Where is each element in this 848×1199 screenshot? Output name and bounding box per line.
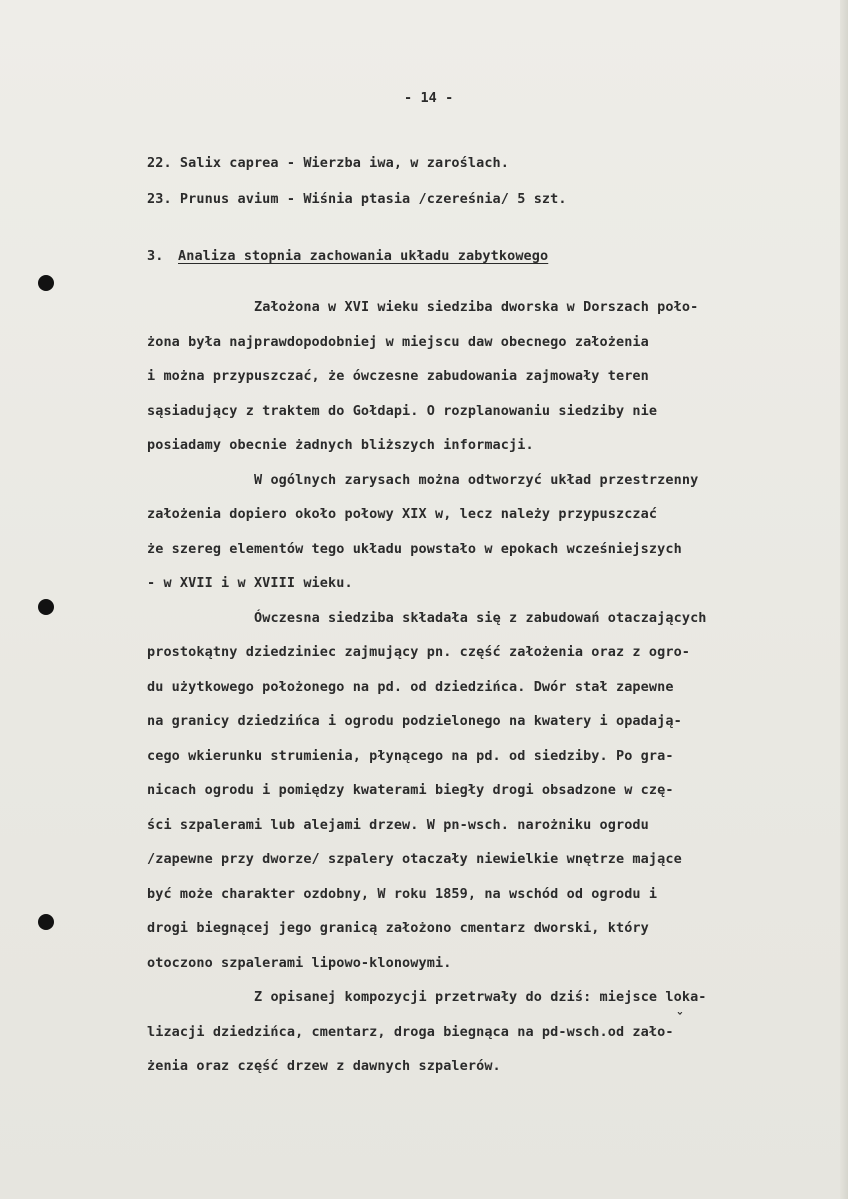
text-line: Ówczesna siedziba składała się z zabudowań otaczających [254,610,707,626]
punch-hole [38,914,54,930]
text-line: na granicy dziedzińca i ogrodu podzielonego na kwatery i opadają- [147,713,682,729]
text-line: założenia dopiero około połowy XIX w, lecz należy przypuszczać [147,506,658,522]
text-line: żenia oraz część drzew z dawnych szpalerów. [147,1058,501,1074]
text-line: być może charakter ozdobny, W roku 1859, na wschód od ogrodu i [147,886,658,902]
text-line: Założona w XVI wieku siedziba dworska w Dorszach poło- [254,299,699,315]
page-edge [840,0,848,1199]
list-item: 22. Salix caprea - Wierzba iwa, w zaroślach. [147,155,510,171]
text-line: prostokątny dziedziniec zajmujący pn. część założenia oraz z ogro- [147,644,691,660]
text-line: drogi biegnącej jego granicą założono cmentarz dworski, który [147,920,649,936]
text-line: i można przypuszczać, że ówczesne zabudowania zajmowały teren [147,368,649,384]
caron-mark: ˇ [676,1012,684,1027]
text-line: nicach ogrodu i pomiędzy kwaterami biegły drogi obsadzone w czę- [147,782,674,798]
punch-hole [38,599,54,615]
text-line: posiadamy obecnie żadnych bliższych informacji. [147,437,534,453]
section-number: 3. [147,248,164,264]
text-line: że szereg elementów tego układu powstało w epokach wcześniejszych [147,541,682,557]
section-title: Analiza stopnia zachowania układu zabytkowego [178,248,549,264]
text-line: Z opisanej kompozycji przetrwały do dziś: miejsce loka- [254,989,707,1005]
list-item: 23. Prunus avium - Wiśnia ptasia /czereśnia/ 5 szt. [147,191,567,207]
text-line: sąsiadujący z traktem do Gołdapi. O rozplanowaniu siedziby nie [147,403,658,419]
punch-hole [38,275,54,291]
text-line: żona była najprawdopodobniej w miejscu daw obecnego założenia [147,334,649,350]
text-line: ści szpalerami lub alejami drzew. W pn-wsch. narożniku ogrodu [147,817,649,833]
text-line: du użytkowego położonego na pd. od dziedzińca. Dwór stał zapewne [147,679,674,695]
text-line: - w XVII i w XVIII wieku. [147,575,353,591]
text-line: W ogólnych zarysach można odtworzyć układ przestrzenny [254,472,699,488]
text-line: lizacji dziedzińca, cmentarz, droga biegnąca na pd-wsch.od zało- [147,1024,674,1040]
text-line: /zapewne przy dworze/ szpalery otaczały niewielkie wnętrze mające [147,851,682,867]
text-line: cego wkierunku strumienia, płynącego na pd. od siedziby. Po gra- [147,748,674,764]
page-number: - 14 - [404,90,454,106]
text-line: otoczono szpalerami lipowo-klonowymi. [147,955,452,971]
